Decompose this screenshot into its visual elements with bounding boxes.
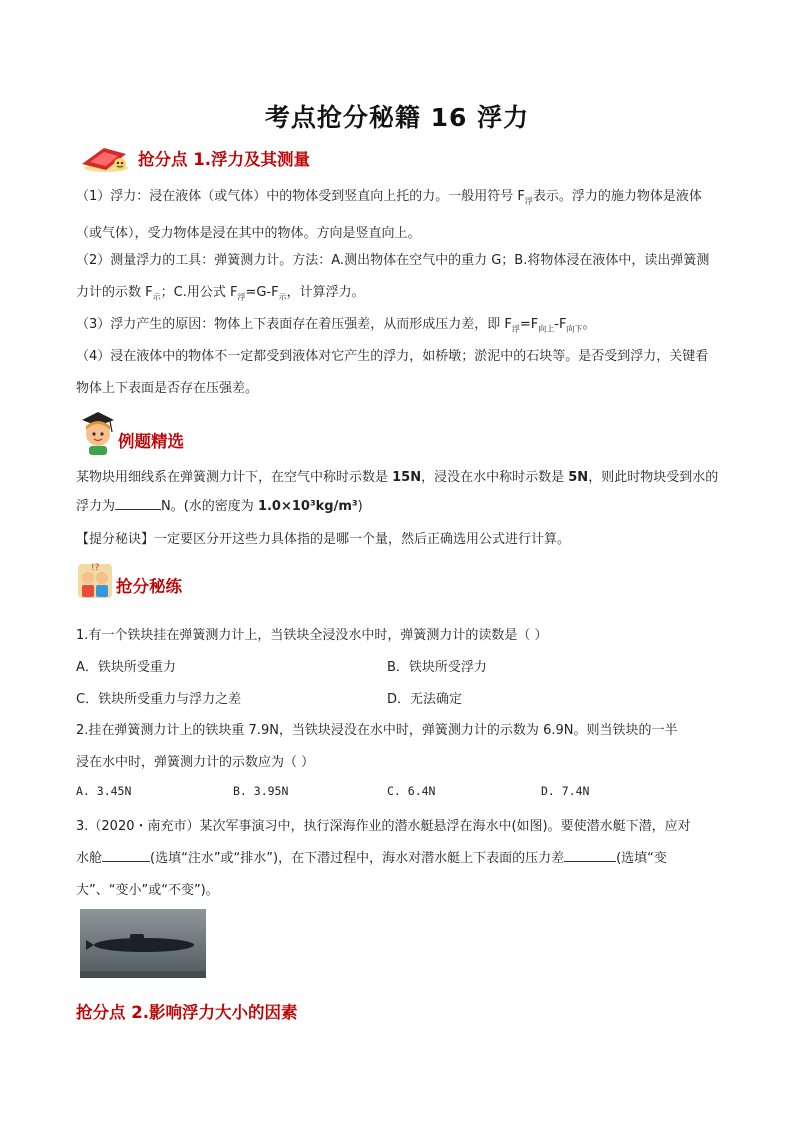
example-heading	[76, 408, 184, 456]
answer-blank-1[interactable]	[102, 860, 150, 862]
question-text: N。(水的密度为	[161, 499, 258, 514]
paragraph-text: （1）浮力：浸在液体（或气体）中的物体受到竖直向上托的力。一般用符号 F	[76, 189, 525, 204]
question-text: 某物块用细线系在弹簧测力计下，在空气中称时示数是	[76, 470, 393, 485]
question-text: (选填“注水”或“排水”)，在下潜过程中，海水对潜水艇上下表面的压力差	[150, 851, 565, 866]
answer-blank[interactable]	[115, 508, 161, 510]
question-value: 5N	[568, 470, 589, 485]
q2-option-b[interactable]: B. 3.95N	[233, 784, 289, 798]
paragraph-text: （3）浮力产生的原因：物体上下表面存在着压强差，从而形成压力差，即 F	[76, 317, 512, 332]
paragraph-text: -F	[554, 317, 567, 332]
submarine-photo	[80, 909, 206, 978]
question-text: ，则此时物块受到水的浮力为	[76, 470, 719, 514]
subscript: 向上	[538, 324, 555, 334]
subscript: 向下	[566, 324, 583, 334]
q1-option-c[interactable]: C．铁块所受重力与浮力之差	[76, 692, 242, 707]
paragraph-text: =G-F	[245, 285, 279, 300]
subscript: 浮	[237, 292, 246, 302]
subscript: 浮	[511, 324, 520, 334]
student-mascot-icon	[76, 408, 118, 456]
question-value: 15N	[392, 470, 422, 485]
svg-text:!?: !?	[91, 563, 100, 573]
q1-option-b[interactable]: B．铁块所受浮力	[387, 660, 487, 675]
page-title: 考点抢分秘籍 16 浮力	[264, 103, 530, 132]
example-tip: 【提分秘诀】一定要区分开这些力具体指的是哪一个量，然后正确选用公式进行计算。	[76, 532, 571, 547]
paragraph-text: （2）测量浮力的工具：弹簧测力计。方法：A.测出物体在空气中的重力 G；B.将物体浸在液体中，读出弹簧测力计的示数 F	[76, 253, 710, 300]
q2-option-c[interactable]: C. 6.4N	[387, 784, 436, 798]
question-text: 水舱	[76, 851, 103, 866]
section1-paragraph-4: （4）浸在液体中的物体不一定都受到液体对它产生的浮力，如桥墩；淤泥中的石块等。是否受到浮力，关键看物体上下表面是否存在压强差。	[76, 349, 709, 396]
practice-question-1: 1.有一个铁块挂在弹簧测力计上，当铁块全浸没水中时，弹簧测力计的读数是（ ）	[76, 628, 548, 643]
practice-heading-text: 抢分秘练	[116, 577, 182, 596]
practice-heading	[76, 560, 182, 602]
practice-question-3-line-2	[76, 847, 667, 866]
section2-heading	[76, 999, 298, 1023]
section2-heading-text: 抢分点 2.影响浮力大小的因素	[76, 1003, 298, 1022]
paragraph-text: =F	[519, 317, 539, 332]
subscript: 示	[278, 292, 287, 302]
answer-blank-2[interactable]	[564, 860, 616, 862]
example-heading-text: 例题精选	[118, 432, 184, 451]
practice-question-2-line-1: 2.挂在弹簧测力计上的铁块重 7.9N，当铁块浸没在水中时，弹簧测力计的示数为 6.9N。则当铁块的一半	[76, 723, 678, 738]
subscript: 示	[152, 292, 161, 302]
paragraph-text: ，计算浮力。	[286, 285, 365, 300]
question-text: (选填“变	[616, 851, 667, 866]
example-question	[76, 463, 721, 521]
practice-question-2-line-2: 浸在水中时，弹簧测力计的示数应为（ ）	[76, 755, 315, 770]
section1-heading-text: 抢分点 1.浮力及其测量	[138, 150, 310, 169]
question-value: 1.0×10³kg/m³	[257, 499, 358, 514]
question-text: )	[357, 499, 363, 514]
practice-kids-icon	[76, 560, 114, 602]
paragraph-text: ；C.用公式 F	[160, 285, 238, 300]
q1-option-d[interactable]: D．无法确定	[387, 692, 463, 707]
question-text: ，浸没在水中称时示数是	[421, 470, 569, 485]
q1-option-a[interactable]: A．铁块所受重力	[76, 660, 176, 675]
q2-option-a[interactable]: A. 3.45N	[76, 784, 132, 798]
q2-option-d[interactable]: D. 7.4N	[541, 784, 590, 798]
section1-paragraph-2	[76, 245, 721, 314]
practice-question-3-line-1: 3.（2020・南充市）某次军事演习中，执行深海作业的潜水艇悬浮在海水中(如图)。要使潜水艇下潜，应对	[76, 819, 691, 834]
section1-heading	[76, 140, 310, 176]
paragraph-text: 。	[582, 317, 596, 332]
subscript: 浮	[524, 196, 533, 206]
section1-paragraph-1	[76, 181, 721, 250]
student-cap-icon	[76, 140, 134, 176]
paragraph-text: 表示。浮力的施力物体是液体（或气体），受力物体是浸在其中的物体。方向是竖直向上。	[76, 189, 702, 241]
practice-question-3-line-3: 大”、“变小”或“不变”)。	[76, 883, 219, 898]
